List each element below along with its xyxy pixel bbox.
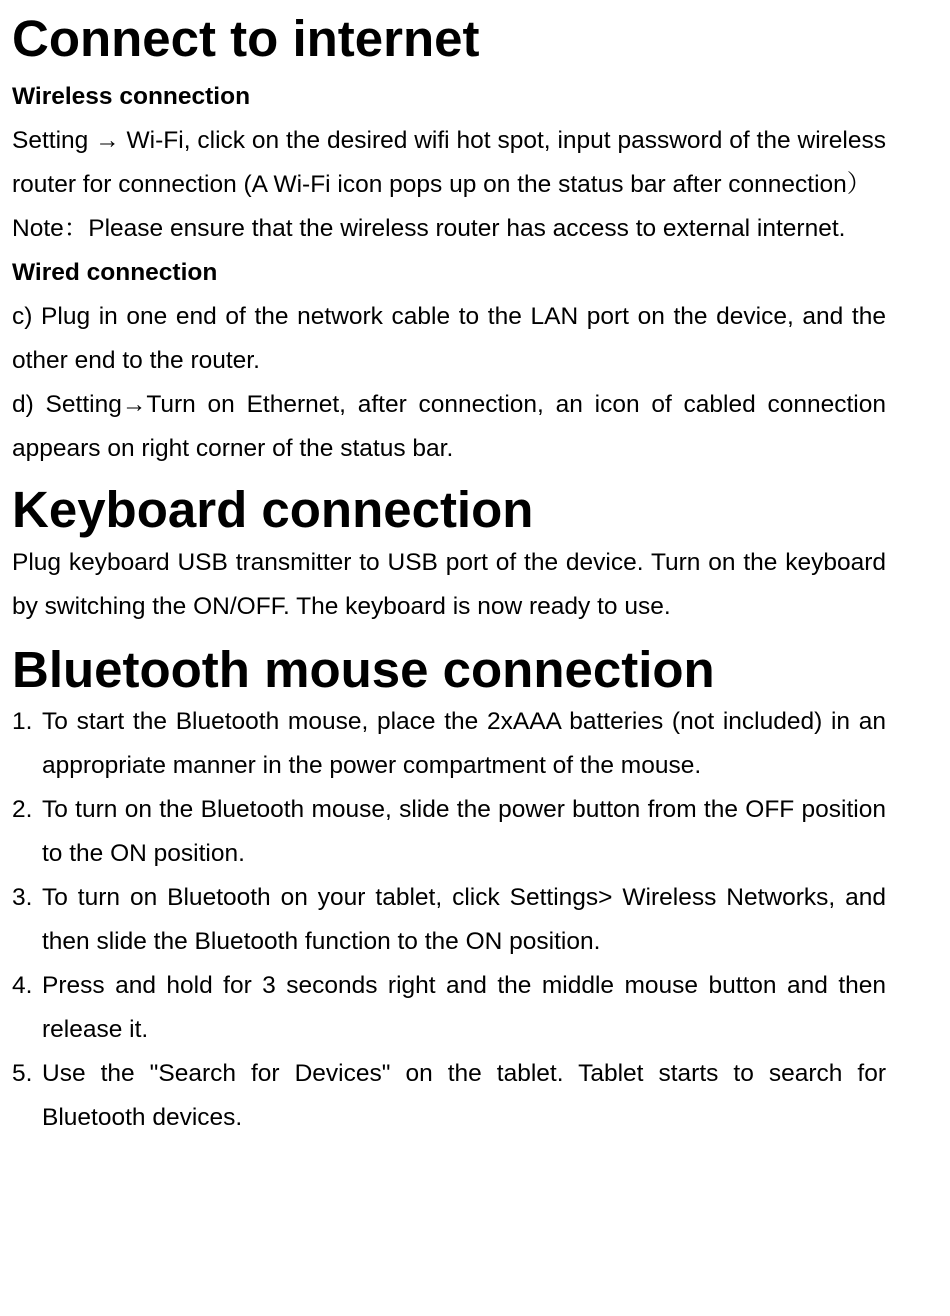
bluetooth-section-title: Bluetooth mouse connection bbox=[12, 641, 715, 698]
wired-step-d: d) Setting→Turn on Ethernet, after connection, an icon of cabled connection appears on right corner of the status bar. bbox=[12, 391, 886, 462]
step-text: To turn on Bluetooth on your tablet, click Settings> Wireless Networks, and then slide the Bluetooth function to the ON position. bbox=[42, 884, 886, 955]
keyboard-section-title: Keyboard connection bbox=[12, 481, 534, 538]
internet-section-title: Connect to internet bbox=[12, 10, 480, 67]
manual-page bbox=[12, 0, 886, 1140]
bluetooth-step-3 bbox=[12, 876, 886, 964]
step-number: 4. bbox=[12, 972, 33, 999]
step-text: To start the Bluetooth mouse, place the 2xAAA batteries (not included) in an appropriate manner in the power compartment of the mouse. bbox=[42, 708, 886, 779]
wired-connection-heading: Wired connection bbox=[12, 259, 218, 286]
wired-step-c: c) Plug in one end of the network cable to the LAN port on the device, and the other end to the router. bbox=[12, 303, 886, 374]
keyboard-connection-text: Plug keyboard USB transmitter to USB port of the device. Turn on the keyboard by switching the ON/OFF. The keyboard is now ready to use. bbox=[12, 549, 886, 620]
bluetooth-step-4 bbox=[12, 964, 886, 1052]
bluetooth-steps-list bbox=[12, 700, 886, 1140]
bluetooth-step-1 bbox=[12, 700, 886, 788]
wireless-connection-text: Setting → Wi-Fi, click on the desired wifi hot spot, input password of the wireless router for connection (A Wi-Fi icon pops up on the status bar after connection） bbox=[12, 127, 886, 198]
step-text: Use the "Search for Devices" on the tablet. Tablet starts to search for Bluetooth devices. bbox=[42, 1060, 886, 1131]
step-text: To turn on the Bluetooth mouse, slide the power button from the OFF position to the ON position. bbox=[42, 796, 886, 867]
bluetooth-step-5 bbox=[12, 1052, 886, 1140]
wireless-connection-heading: Wireless connection bbox=[12, 83, 251, 110]
step-number: 1. bbox=[12, 708, 33, 735]
bluetooth-step-2 bbox=[12, 788, 886, 876]
step-number: 5. bbox=[12, 1060, 33, 1087]
step-number: 2. bbox=[12, 796, 33, 823]
step-text: Press and hold for 3 seconds right and the middle mouse button and then release it. bbox=[42, 972, 886, 1043]
step-number: 3. bbox=[12, 884, 33, 911]
wireless-connection-note: Note：Please ensure that the wireless router has access to external internet. bbox=[12, 215, 846, 242]
